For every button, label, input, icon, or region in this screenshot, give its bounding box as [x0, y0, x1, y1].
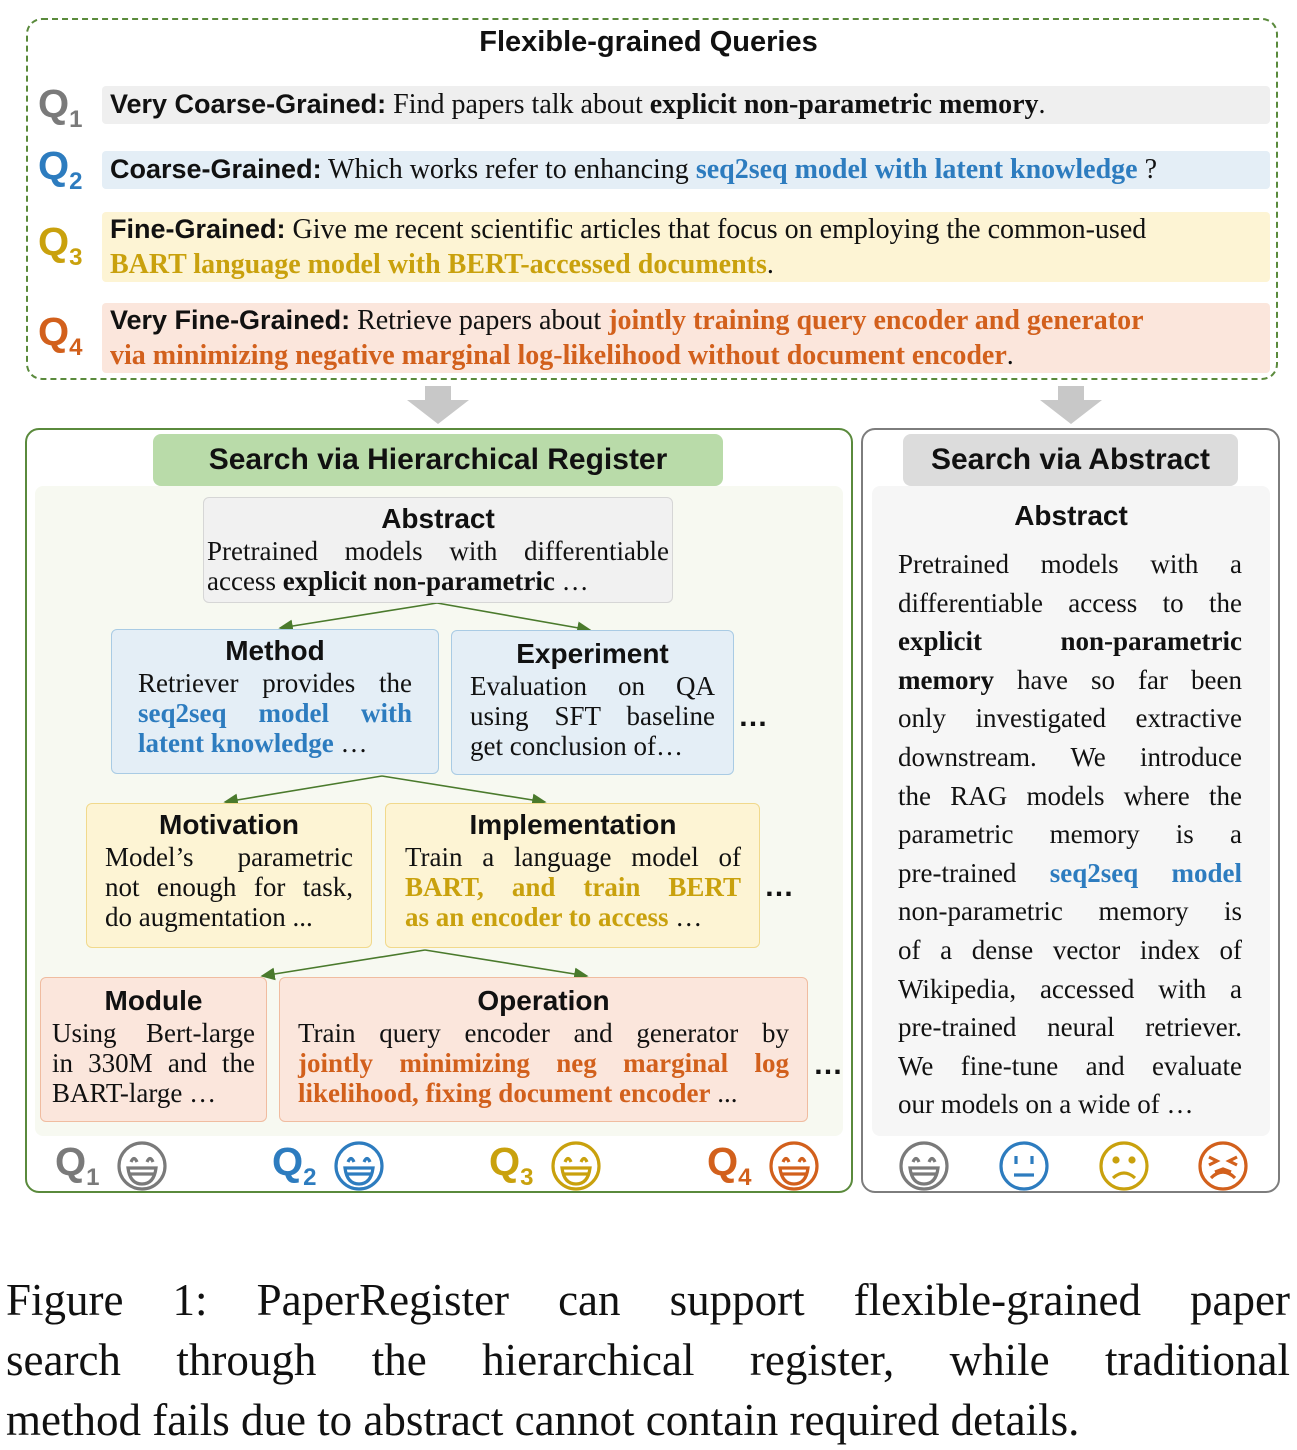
abstract-line: Wikipedia, accessed with a	[898, 973, 1242, 1004]
method-node-title: Method	[225, 635, 325, 666]
abstract-line: only investigated extractive	[898, 703, 1242, 734]
q4-text: Retrieve papers about	[350, 305, 609, 336]
q3-highlight: BART language model with BERT-accessed documents	[110, 249, 767, 280]
abstract-node-line2: access	[207, 566, 283, 596]
method-node	[111, 629, 439, 774]
right-abstract-title: Abstract	[1014, 500, 1128, 531]
caption-line-3: method fails due to abstract cannot contain required details.	[6, 1395, 1080, 1445]
abstract-highlight: seq2seq model	[1049, 857, 1242, 888]
abstract-search-title: Search via Abstract	[903, 434, 1238, 486]
more-nodes-ellipsis-3: …	[813, 1048, 843, 1081]
abstract-node-title: Abstract	[381, 503, 495, 534]
result-q4-label: $Q_4$	[707, 1140, 752, 1191]
operation-node-title: Operation	[477, 985, 610, 1016]
grin-face-icon	[550, 1140, 602, 1192]
abstract-node-ellipsis: …	[554, 566, 589, 596]
implementation-node-highlight2: as an encoder to access	[405, 902, 669, 932]
experiment-node-line1: Evaluation on QA	[470, 671, 715, 701]
motivation-node	[86, 803, 372, 948]
operation-node	[279, 977, 808, 1122]
q1-label: $Q_1$	[38, 82, 83, 133]
q2-level: Coarse-Grained:	[110, 154, 322, 184]
abstract-node-bold: explicit non-parametric	[282, 566, 555, 596]
grin-face-icon	[898, 1140, 950, 1192]
abstract-line: Pretrained models with a	[898, 549, 1242, 579]
abstract-line: differentiable access to the	[898, 587, 1242, 618]
experiment-node-line3: get conclusion of…	[470, 731, 683, 761]
result-q1-label: $Q_1$	[55, 1140, 100, 1191]
experiment-node	[451, 630, 734, 775]
q3-label: $Q_3$	[38, 220, 83, 271]
abstract-line-rest: have so far been	[993, 664, 1242, 695]
implementation-node-highlight1: BART, and train BERT	[405, 872, 741, 902]
method-node-ellipsis: …	[333, 728, 368, 758]
more-nodes-ellipsis-2: …	[764, 870, 794, 903]
q4-highlight-2: via minimizing negative marginal log-likelihood without document encoder	[110, 340, 1007, 371]
abstract-line: of a dense vector index of	[898, 934, 1242, 965]
motivation-node-title: Motivation	[159, 809, 299, 840]
q3-level: Fine-Grained:	[110, 214, 286, 244]
method-node-highlight1: seq2seq model with	[138, 698, 412, 728]
hierarchical-register-title: Search via Hierarchical Register	[153, 434, 723, 486]
result-q2-label: $Q_2$	[272, 1140, 317, 1191]
figure-caption	[6, 1270, 1290, 1450]
abstract-line: the RAG models where the	[898, 780, 1242, 811]
grin-face-icon	[116, 1140, 168, 1192]
abstract-node	[203, 497, 673, 603]
abstract-line: pre-trained neural retriever.	[898, 1012, 1242, 1043]
module-node-title: Module	[104, 985, 203, 1016]
experiment-node-title: Experiment	[516, 638, 669, 669]
module-node-line3: BART-large …	[52, 1078, 217, 1108]
q2-highlight: seq2seq model with latent knowledge	[695, 154, 1138, 185]
implementation-node	[385, 803, 760, 948]
abstract-line: We fine-tune and evaluate	[898, 1050, 1242, 1081]
q4-level: Very Fine-Grained:	[110, 305, 351, 335]
q1-text: Find papers talk about	[386, 89, 650, 120]
more-nodes-ellipsis-1: …	[738, 700, 768, 733]
operation-node-highlight2: likelihood, fixing document encoder	[298, 1078, 711, 1108]
implementation-node-title: Implementation	[469, 809, 677, 840]
q1-end: .	[1038, 89, 1046, 120]
abstract-line: our models on a wide of …	[898, 1089, 1194, 1120]
abstract-bold-line: explicit non-parametric	[898, 626, 1242, 657]
motivation-node-line2: not enough for task,	[105, 872, 353, 902]
result-q3-label: $Q_3$	[489, 1140, 534, 1191]
operation-node-highlight1: jointly minimizing neg marginal log	[298, 1048, 789, 1078]
q2-text: Which works refer to enhancing	[321, 154, 696, 185]
implementation-node-ellipsis: …	[668, 902, 703, 932]
module-node-line2: in 330M and the	[52, 1048, 255, 1078]
q3-text: Give me recent scientific articles that focus on employing the common-used	[285, 214, 1147, 245]
sad-face-icon	[1098, 1140, 1150, 1192]
motivation-node-line1: Model’s parametric	[105, 842, 353, 872]
method-node-highlight2: latent knowledge	[138, 728, 334, 758]
abstract-line-memory	[898, 661, 1242, 700]
experiment-node-line2: using SFT baseline	[470, 701, 715, 731]
motivation-node-line3: do augmentation ...	[105, 902, 313, 932]
caption-line-1: Figure 1: PaperRegister can support flexible-grained paper	[6, 1275, 1290, 1325]
q1-highlight: explicit non-parametric memory	[649, 89, 1039, 120]
abstract-line: non-parametric memory is	[898, 896, 1242, 927]
method-node-line1: Retriever provides the	[138, 668, 412, 698]
abstract-line: downstream. We introduce	[898, 741, 1242, 772]
q4-highlight-1: jointly training query encoder and generator	[608, 305, 1144, 336]
q2-end: ?	[1137, 154, 1158, 185]
abstract-line: parametric memory is a	[898, 819, 1242, 850]
abstract-node-line1: Pretrained models with differentiable	[207, 536, 669, 566]
module-node	[40, 977, 267, 1122]
abstract-line-pre: pre-trained	[898, 857, 1050, 888]
implementation-node-line1: Train a language model of	[405, 842, 741, 872]
right-abstract-body	[898, 545, 1242, 1124]
q4-label: $Q_4$	[38, 310, 83, 361]
module-node-line1: Using Bert-large	[52, 1018, 255, 1048]
abstract-line-seq2seq	[898, 854, 1242, 893]
grin-face-icon	[333, 1140, 385, 1192]
operation-node-line1: Train query encoder and generator by	[298, 1018, 789, 1048]
q3-end: .	[766, 249, 774, 280]
operation-node-ellipsis: ...	[710, 1078, 738, 1108]
queries-title: Flexible-grained Queries	[479, 26, 818, 58]
q4-end: .	[1006, 340, 1014, 371]
grin-face-icon	[768, 1140, 820, 1192]
q1-level: Very Coarse-Grained:	[110, 89, 387, 119]
q2-label: $Q_2$	[38, 144, 83, 195]
upset-face-icon	[1197, 1140, 1249, 1192]
neutral-face-icon	[998, 1140, 1050, 1192]
abstract-bold-memory: memory	[898, 664, 994, 695]
caption-line-2: search through the hierarchical register, while traditional	[6, 1335, 1290, 1385]
